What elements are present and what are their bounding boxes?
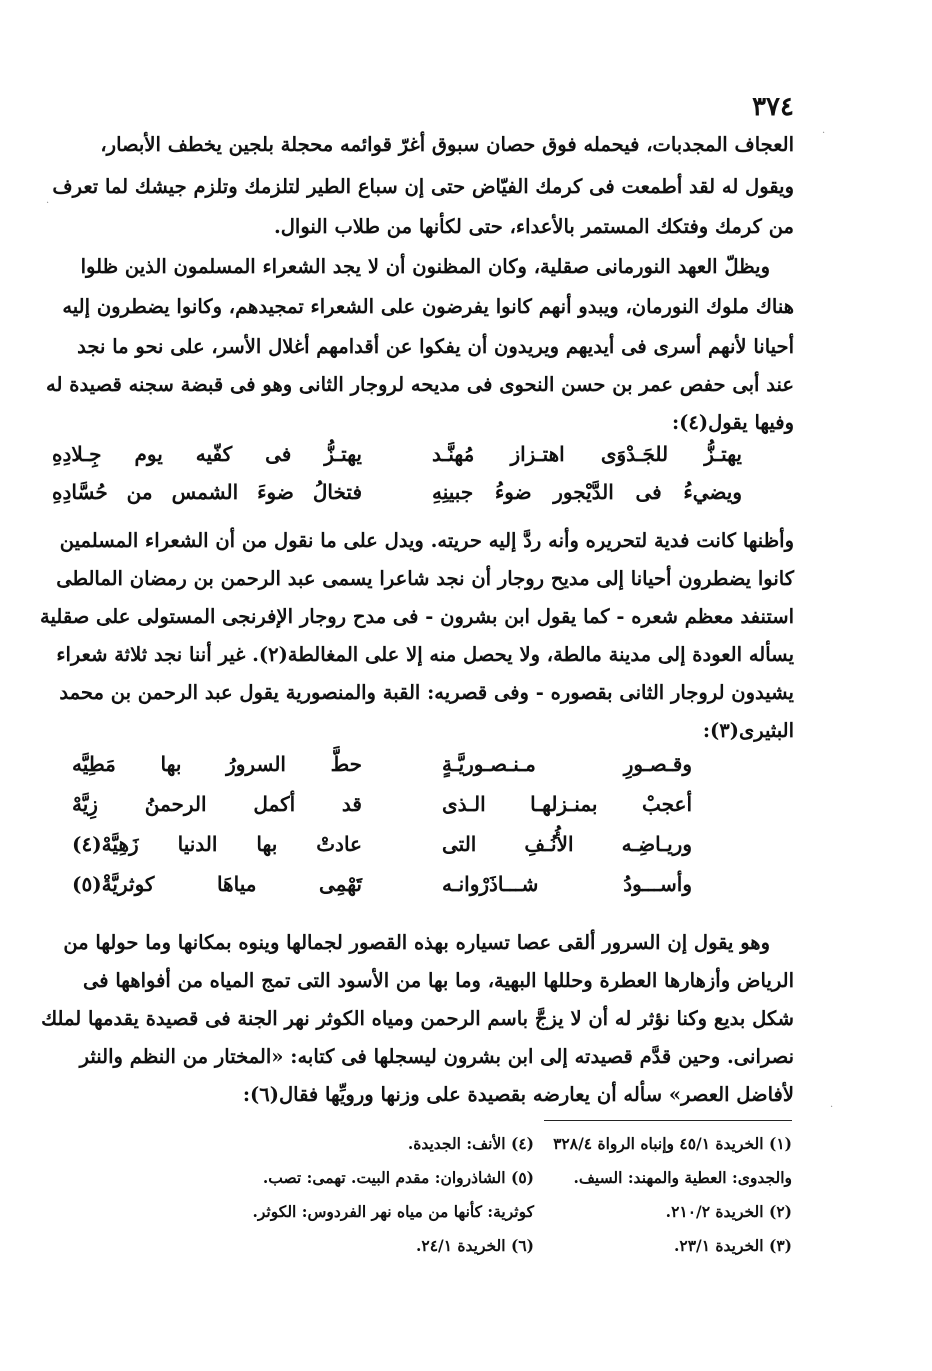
- verse-hemistich-second: يهتـزُّ فى كفّيه يوم جِـلادِهِ: [52, 442, 362, 466]
- verse-line: [72, 752, 692, 786]
- footnote: كوثرية: كأنها من مياه نهر الفردوس: الكوثر.: [252, 1202, 534, 1221]
- verse-hemistich-first: يهتـزُّ للجَـدْوَى اهتـزاز مُهنَّـد: [432, 442, 742, 466]
- text-line: عند أبى حفص عمر بن حسن النحوى فى مديحه لروجار الثانى وهو فى قبضة سجنه قصيدة له: [46, 373, 794, 396]
- footnote: والجدوى: العطية والمهند: السيف.: [573, 1168, 792, 1187]
- text-line: العجاف المجدبات، فيحمله فوق حصان سبوق أغرّ قوائمه محجلة بلجين يخطف الأبصار،: [100, 133, 794, 156]
- text-line: وهو يقول إن السرور ألقى عصا تسياره بهذه القصور لجمالها وينوه بمكانها وما حولها من: [63, 931, 770, 954]
- verse-line: [52, 442, 742, 476]
- verse-hemistich-first: وأســـودُ شـــاذَرْوانـه: [442, 872, 692, 896]
- verse-hemistich-second: عادتْ بها الدنيا زَهِيَّهْ(٤): [72, 832, 362, 856]
- footnote: (١) الخريدة ٤٥/١ وإنباه الرواة ٣٢٨/٤: [553, 1134, 792, 1153]
- footnote: (٢) الخريدة ٢١٠/٢.: [665, 1202, 792, 1221]
- text-line: الرياض وأزهارها العطرة وحللها البهية، وما بها من الأسود التى تمج المياه من أفواهها فى: [83, 969, 794, 992]
- text-line: هناك ملوك النورمان، ويبدو أنهم كانوا يفرضون على الشعراء تمجيدهم، وكانوا يضطرون إليه: [62, 295, 794, 318]
- text-line: يسأله العودة إلى مدينة مالطة، ولا يحصل منه إلا على المغالطة(٢). غير أننا نجد ثلاثة شعراء: [56, 643, 794, 666]
- verse-hemistich-second: قد أكمل الرحمنُ زِيَّهْ: [72, 792, 362, 816]
- verse-hemistich-second: فتخالُ ضوءَ الشمس من حُسَّادِهِ: [52, 480, 362, 504]
- text-line: من كرمك وفتكك المستمر بالأعداء، حتى لكأنها من طلاب النوال.: [273, 215, 794, 238]
- text-line: ويقول له لقد أطمعت فى كرمك الفيّاض حتى إن سباع الطير لتلزمك وتلزم جيشك لما تعرف: [52, 175, 794, 198]
- text-line: وفيها يقول(٤):: [671, 411, 794, 434]
- text-line: كانوا يضطرون أحيانا إلى مديح روجار أن نجد شاعرا يسمى عبد الرحمن بن رمضان المالطى: [56, 567, 794, 590]
- footnote: (٤) الأنف: الجديدة.: [407, 1134, 534, 1153]
- verse-line: [52, 480, 742, 514]
- text-line: ويظلّ العهد النورمانى صقلية، وكان المظنون أن لا يجد الشعراء المسلمون الذين ظلوا: [80, 255, 770, 278]
- scan-mark: ·: [46, 198, 50, 209]
- text-line: شكل بديع وكنا نؤثر له أن لا يزجَّ باسم الرحمن ومياه الكوثر نهر الجنة فى قصيدة يقدمها لملك: [41, 1007, 794, 1030]
- verse-hemistich-first: وقـصـورِ مـنـصـوريَّـةٍ: [442, 752, 692, 776]
- footnote: (٣) الخريدة ٢٣/١.: [673, 1236, 792, 1255]
- text-line: البثيرى(٣):: [702, 719, 794, 742]
- scan-mark: ·: [830, 1102, 834, 1113]
- page-number: ٣٧٤: [752, 92, 794, 122]
- verse-hemistich-first: وريـاضِـه الأُنُـفِ التى: [442, 832, 692, 856]
- scan-mark: ·: [822, 128, 826, 139]
- verse-line: [72, 832, 692, 866]
- text-line: استنفد معظم شعره - كما يقول ابن بشرون - فى مدح روجار الإفرنجى المستولى على صقلية: [40, 605, 794, 628]
- text-line: نصرانى. وحين قدَّم قصيدته إلى ابن بشرون ليسجلها فى كتابه: «المختار من النظم والنثر: [79, 1045, 794, 1068]
- footnote: (٦) الخريدة ٢٤/١.: [415, 1236, 534, 1255]
- verse-hemistich-first: أعجبْ بمنـزلهـا الـذى: [442, 792, 692, 816]
- text-line: أحيانا لأنهم أسرى فى أيديهم ويريدون أن يفكوا عن أقدامهم أغلال الأسر، على نحو ما نجد: [77, 335, 794, 358]
- verse-line: [72, 792, 692, 826]
- text-line: يشيدون لروجار الثانى بقصوره - وفى قصريه: القبة والمنصورية يقول عبد الرحمن بن محمد: [59, 681, 794, 704]
- verse-hemistich-second: تَهْمِى مياهَا كوثريَّةْ(٥): [72, 872, 362, 896]
- verse-hemistich-second: حطَّ السرورُ بها مَطِيَّه: [72, 752, 362, 776]
- text-line: وأظنها كانت فدية لتحريره وأنه ردَّ إليه حريته. ويدل على ما نقول من أن الشعراء المسلمين: [59, 529, 794, 552]
- footnote-separator: [544, 1120, 792, 1121]
- footnote: (٥) الشاذروان: مقدم البيت. تهمى: تصب.: [262, 1168, 534, 1187]
- verse-line: [72, 872, 692, 906]
- text-line: لأفاضل العصر» سأله أن يعارضه بقصيدة على وزنها ورويِّها فقال(٦):: [242, 1083, 794, 1106]
- verse-hemistich-first: ويضيءُ فى الدَّيْجور ضوءُ جبينِهِ: [432, 480, 742, 504]
